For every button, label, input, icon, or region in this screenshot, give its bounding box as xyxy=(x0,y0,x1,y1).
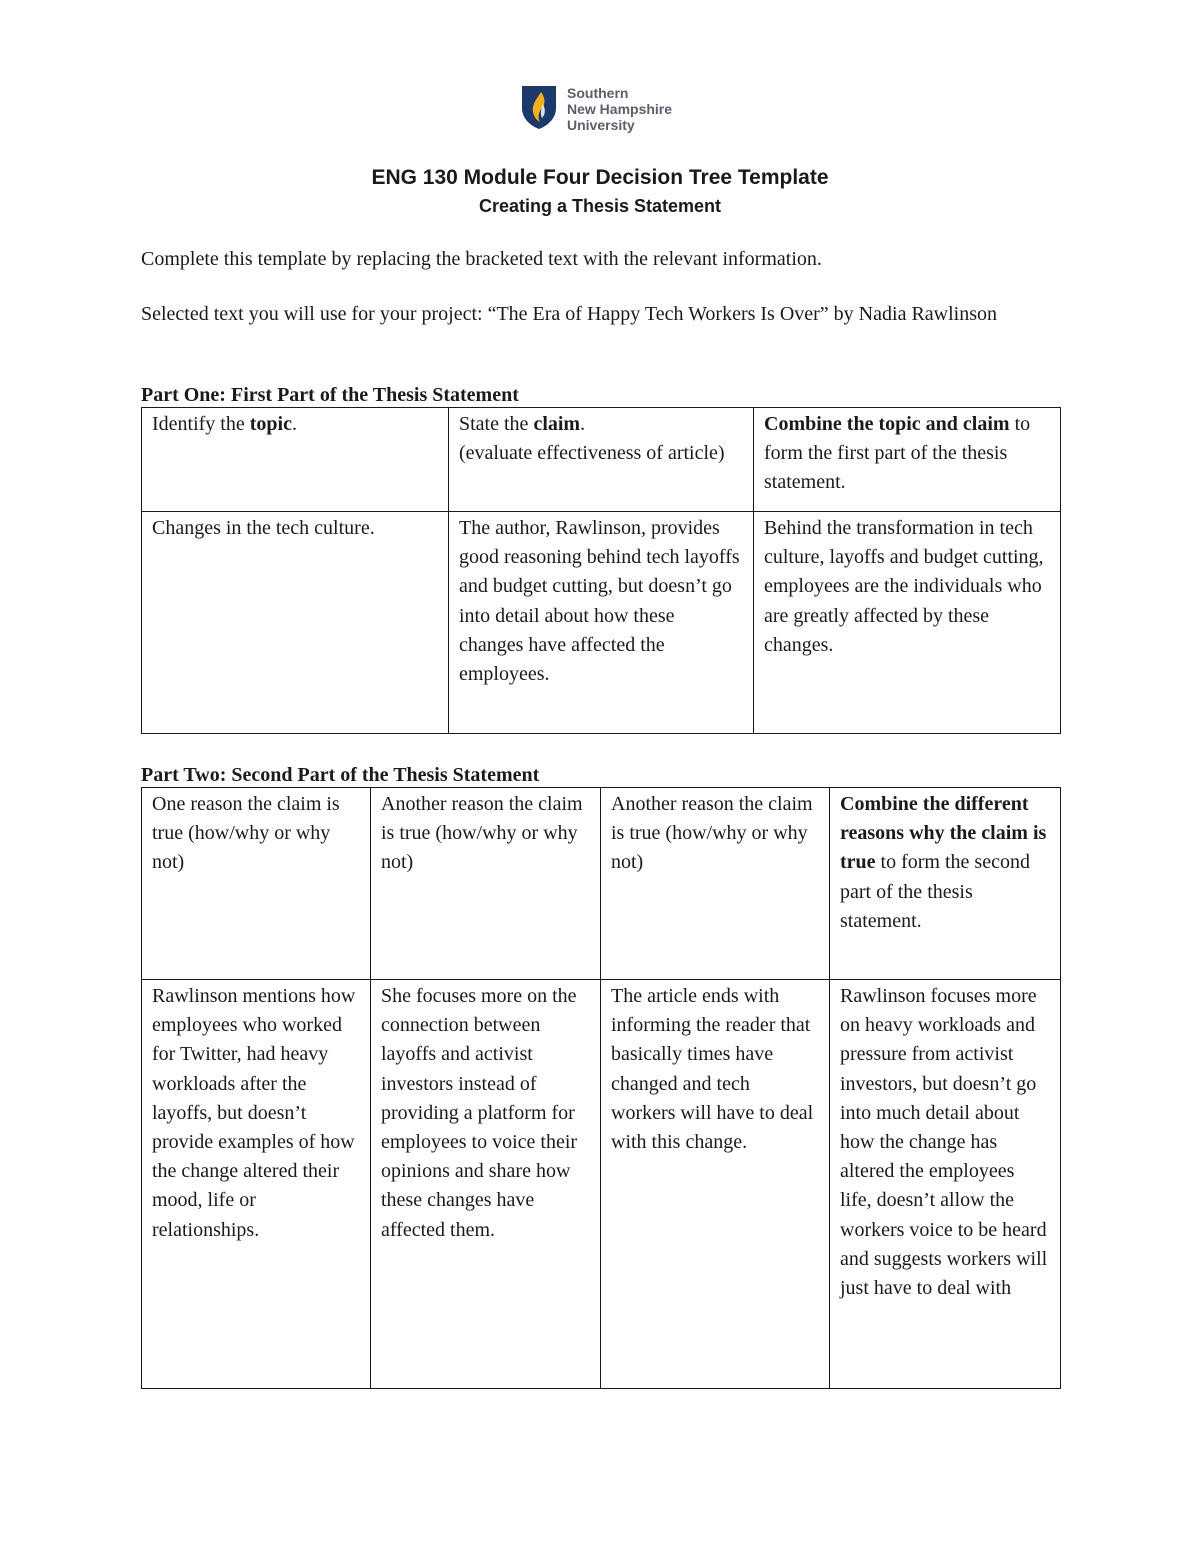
logo-line-2: New Hampshire xyxy=(567,101,673,117)
header-reason-1: One reason the claim is true (how/why or why not) xyxy=(142,788,371,980)
reason-3-cell[interactable]: The article ends with informing the reader that basically times have changed and tech workers will have to deal with this change. xyxy=(601,980,830,1389)
first-thesis-part-cell[interactable]: Behind the transformation in tech culture, layoffs and budget cutting, employees are the individuals who are greatly affected by these changes. xyxy=(754,512,1061,734)
table-row xyxy=(142,512,1061,734)
table-header-row xyxy=(142,788,1061,980)
table-row xyxy=(142,980,1061,1389)
header-reason-3: Another reason the claim is true (how/why or why not) xyxy=(601,788,830,980)
logo-line-3: University xyxy=(567,117,635,133)
part-one-table xyxy=(141,407,1061,734)
part-two-table xyxy=(141,787,1061,1389)
header-identify-topic: Identify the topic. xyxy=(142,408,449,512)
second-thesis-part-cell[interactable]: Rawlinson focuses more on heavy workloads and pressure from activist investors, but doesn’t go into much detail about how the change has altered the employees life, doesn’t allow the workers voice to be heard and suggests workers will just have to deal with xyxy=(830,980,1061,1389)
university-logo xyxy=(520,84,700,134)
header-state-claim: State the claim. (evaluate effectiveness of article) xyxy=(449,408,754,512)
flame-shield-icon xyxy=(520,84,558,130)
part-two-heading: Part Two: Second Part of the Thesis Statement xyxy=(141,764,540,786)
selected-text-line: Selected text you will use for your project: “The Era of Happy Tech Workers Is Over” by Nadia Rawlinson xyxy=(141,303,997,325)
reason-1-cell[interactable]: Rawlinson mentions how employees who worked for Twitter, had heavy workloads after the layoffs, but doesn’t provide examples of how the change altered their mood, life or relationships. xyxy=(142,980,371,1389)
document-subtitle: Creating a Thesis Statement xyxy=(478,196,722,216)
logo-line-1: Southern xyxy=(567,85,629,101)
header-reason-2: Another reason the claim is true (how/why or why not) xyxy=(371,788,601,980)
part-one-heading: Part One: First Part of the Thesis Statement xyxy=(141,384,519,406)
document-title: ENG 130 Module Four Decision Tree Template xyxy=(371,166,829,189)
header-combine-topic-claim: Combine the topic and claim to form the first part of the thesis statement. xyxy=(754,408,1061,512)
claim-cell[interactable]: The author, Rawlinson, provides good reasoning behind tech layoffs and budget cutting, but doesn’t go into detail about how these changes have affected the employees. xyxy=(449,512,754,734)
instructions-text: Complete this template by replacing the bracketed text with the relevant information. xyxy=(141,248,822,270)
header-combine-reasons: Combine the different reasons why the claim is true to form the second part of the thesis statement. xyxy=(830,788,1061,980)
logo-wordmark xyxy=(567,85,672,133)
topic-cell[interactable]: Changes in the tech culture. xyxy=(142,512,449,734)
table-header-row xyxy=(142,408,1061,512)
reason-2-cell[interactable]: She focuses more on the connection between layoffs and activist investors instead of providing a platform for employees to voice their opinions and share how these changes have affected them. xyxy=(371,980,601,1389)
